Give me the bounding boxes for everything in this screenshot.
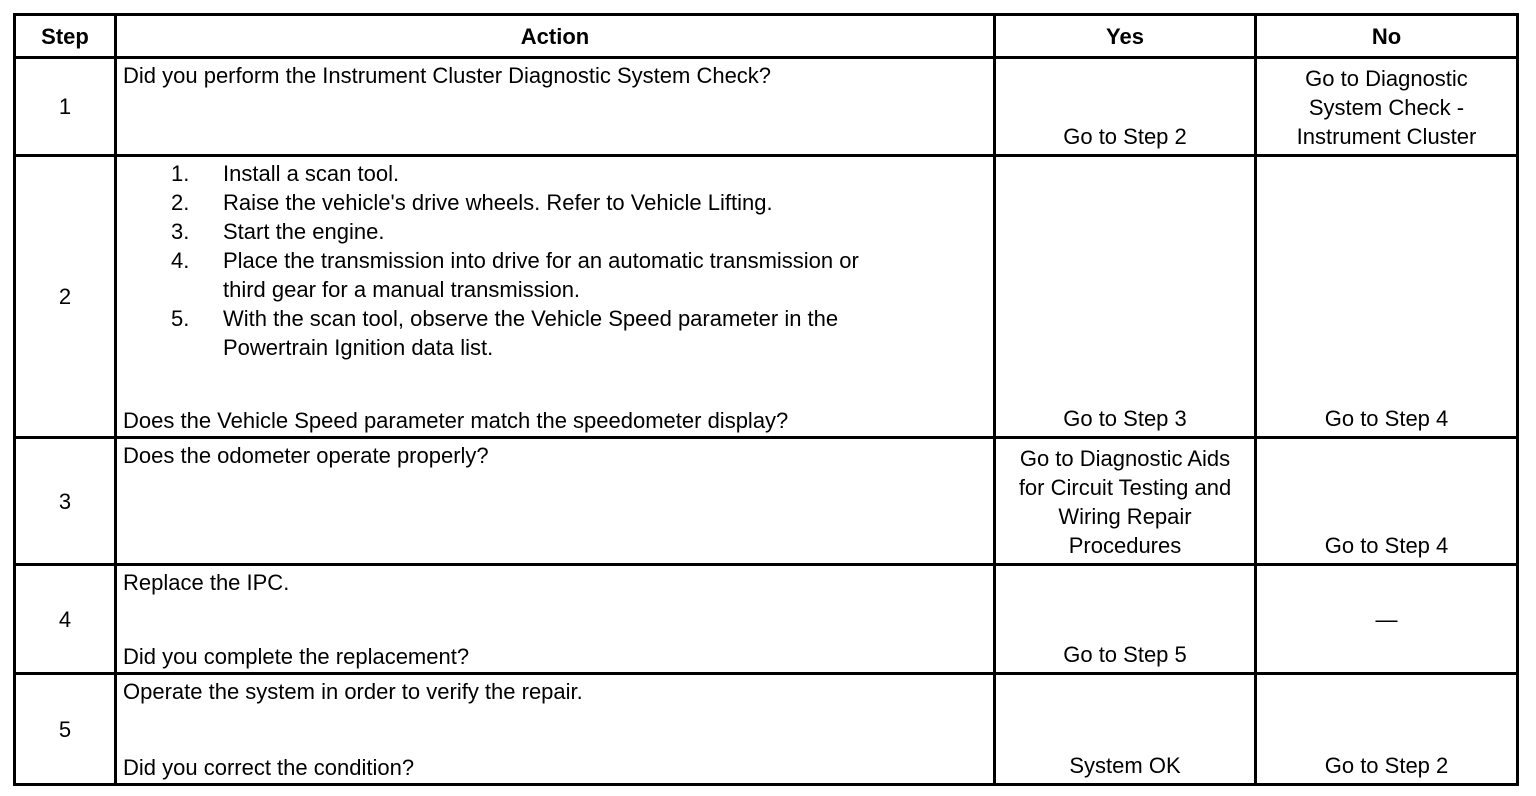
substep-line: Raise the vehicle's drive wheels. Refer to Vehicle Lifting.	[223, 190, 773, 215]
yes-cell	[995, 674, 1256, 785]
no-action-line: System Check -	[1308, 95, 1465, 120]
substep-list	[123, 159, 987, 362]
substep-number: 2.	[171, 190, 190, 215]
action-instruction: Operate the system in order to verify the repair.	[123, 679, 583, 704]
yes-cell	[995, 565, 1256, 674]
yes-action-line: Go to Diagnostic Aids	[1019, 446, 1231, 471]
substep-number: 1.	[171, 161, 190, 186]
no-action: Go to Step 4	[1324, 406, 1449, 431]
substep-line: Powertrain Ignition data list.	[223, 335, 494, 360]
action-cell	[116, 58, 995, 156]
step-number: 3	[15, 438, 116, 565]
action-question: Did you correct the condition?	[123, 755, 415, 780]
no-action: —	[1375, 606, 1398, 632]
substep-line: Install a scan tool.	[223, 161, 400, 186]
action-question: Did you complete the replacement?	[123, 644, 470, 669]
yes-action: Go to Step 5	[1063, 642, 1187, 667]
substep-number: 3.	[171, 219, 190, 244]
action-cell	[116, 438, 995, 565]
substep-line: Start the engine.	[223, 219, 385, 244]
substep-text	[223, 188, 987, 217]
substep-line: With the scan tool, observe the Vehicle Speed parameter in the	[223, 306, 839, 331]
header-no: No	[1256, 15, 1518, 58]
table-row	[15, 438, 1518, 565]
step-number: 5	[15, 674, 116, 785]
list-item	[123, 159, 987, 188]
no-action-line: Instrument Cluster	[1296, 124, 1477, 149]
header-row	[15, 15, 1518, 58]
no-cell	[1256, 58, 1518, 156]
no-action: Go to Step 4	[1324, 533, 1449, 558]
yes-action-line: Procedures	[1068, 533, 1182, 558]
substep-text	[223, 304, 987, 362]
yes-action: Go to Step 3	[1063, 406, 1187, 431]
no-cell	[1256, 674, 1518, 785]
step-number: 2	[15, 156, 116, 438]
action-instruction: Replace the IPC.	[123, 570, 290, 595]
action-cell	[116, 156, 995, 438]
diagnostic-table	[13, 13, 1519, 786]
yes-cell	[995, 58, 1256, 156]
substep-text	[223, 246, 987, 304]
step-number: 1	[15, 58, 116, 156]
substep-number: 5.	[171, 306, 190, 331]
yes-action: Go to Step 2	[1063, 124, 1187, 149]
yes-cell	[995, 438, 1256, 565]
header-step: Step	[15, 15, 116, 58]
action-cell	[116, 674, 995, 785]
diagnostic-table-container	[13, 13, 1516, 783]
table-row	[15, 674, 1518, 785]
header-yes: Yes	[995, 15, 1256, 58]
yes-action: System OK	[1069, 753, 1181, 778]
no-cell	[1256, 565, 1518, 674]
table-row	[15, 58, 1518, 156]
substep-text	[223, 217, 987, 246]
no-cell	[1256, 438, 1518, 565]
substep-line: third gear for a manual transmission.	[223, 277, 581, 302]
action-question: Does the Vehicle Speed parameter match the speedometer display?	[123, 408, 789, 433]
list-item	[123, 188, 987, 217]
list-item	[123, 246, 987, 304]
yes-action-line: Wiring Repair	[1058, 504, 1192, 529]
list-item	[123, 304, 987, 362]
substep-line: Place the transmission into drive for an automatic transmission or	[223, 248, 859, 273]
yes-cell	[995, 156, 1256, 438]
substep-number: 4.	[171, 248, 190, 273]
list-item	[123, 217, 987, 246]
table-row	[15, 565, 1518, 674]
table-row	[15, 156, 1518, 438]
action-cell	[116, 565, 995, 674]
substep-text	[223, 159, 987, 188]
no-action: Go to Step 2	[1324, 753, 1449, 778]
yes-action-line: for Circuit Testing and	[1018, 475, 1232, 500]
action-question: Does the odometer operate properly?	[123, 443, 489, 468]
no-cell	[1256, 156, 1518, 438]
no-action-line: Go to Diagnostic	[1305, 66, 1468, 91]
step-number: 4	[15, 565, 116, 674]
header-action: Action	[116, 15, 995, 58]
action-question: Did you perform the Instrument Cluster Diagnostic System Check?	[123, 63, 772, 88]
